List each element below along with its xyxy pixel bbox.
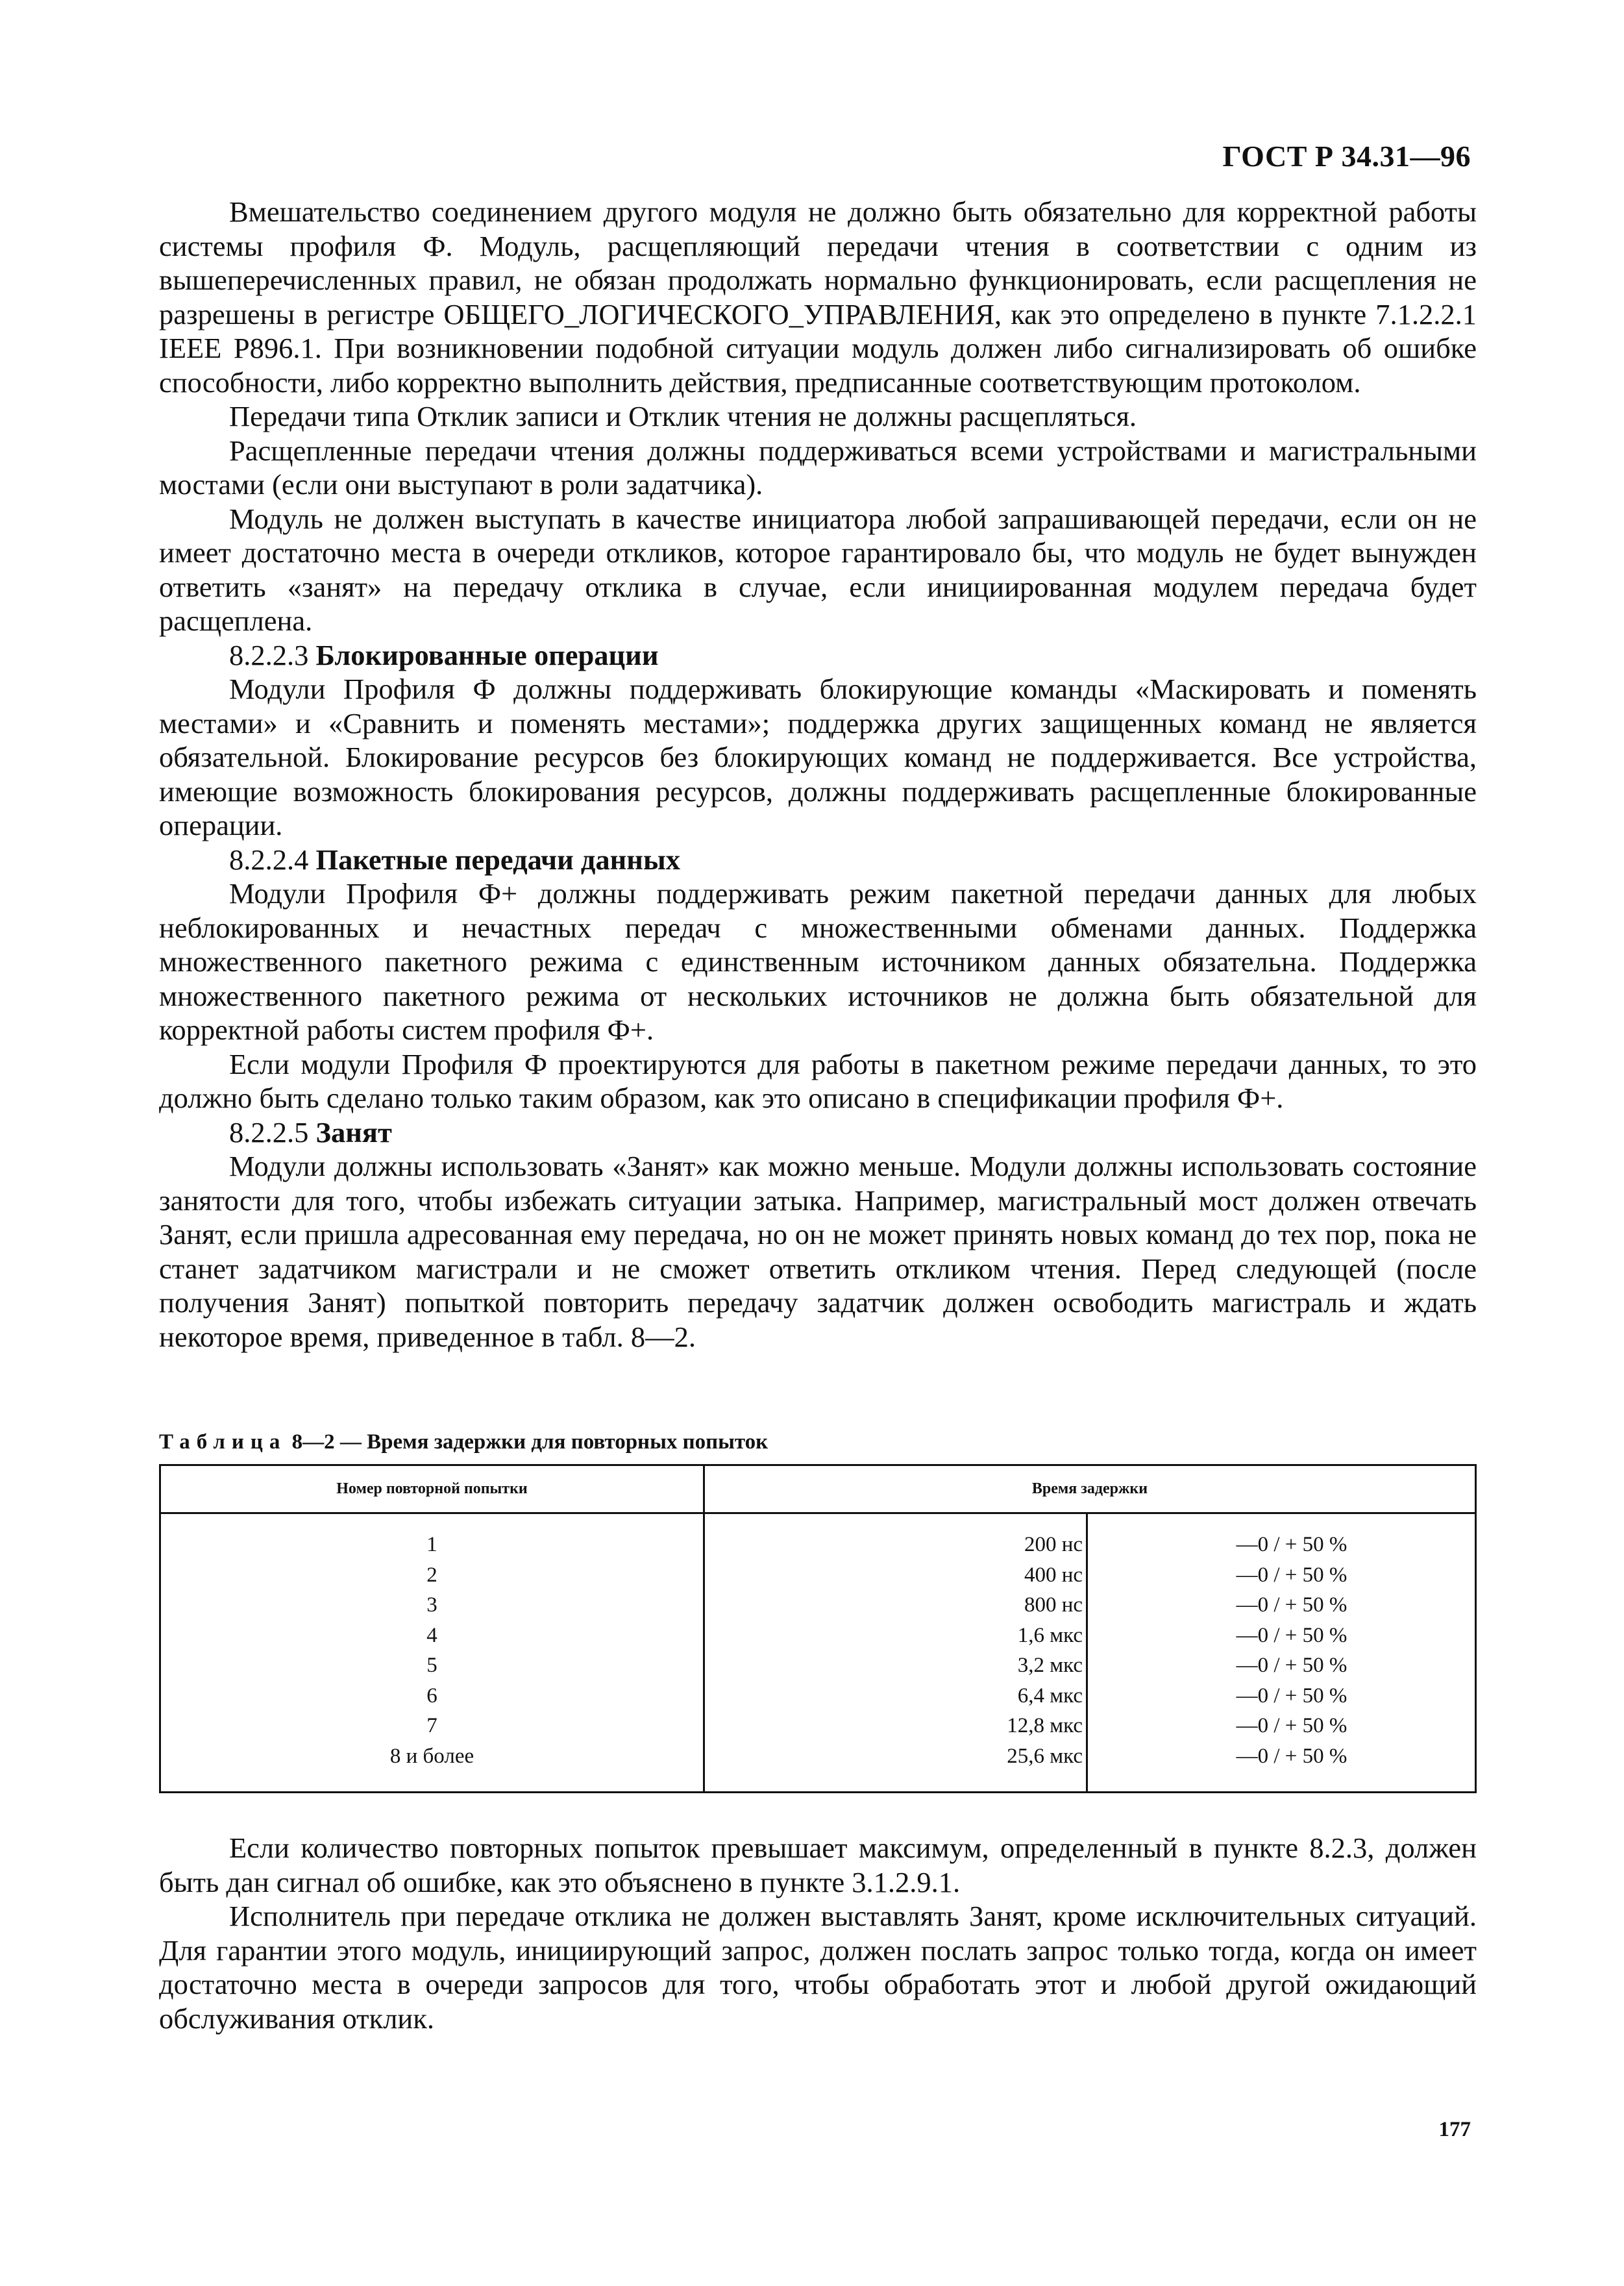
table-cell: 1 (426, 1533, 437, 1556)
table-cell: —0 / + 50 % (1236, 1533, 1347, 1556)
paragraph: Модуль не должен выступать в качестве инициатора любой запрашивающей передачи, если он не имеет достаточно места в очереди откликов, которое гарантировало бы, что модуль не будет вынужден ответить «занят» на передачу отклика в случае, если инициированная модулем передача будет расщеплена. (159, 502, 1477, 637)
table-divider (1086, 1514, 1088, 1791)
paragraph: Вмешательство соединением другого модуля не должно быть обязательно для корректной работы системы профиля Ф. Модуль, расщепляющий передачи чтения в соответствии с одним из вышеперечисленных правил, не обязан продолжать нормально функционировать, если расщепления не разрешены в регистре ОБЩЕГО_ЛОГИЧЕСКОГО_УПРАВЛЕНИЯ, как это определено в пункте 7.1.2.2.1 IEEE P896.1. При возникновении подобной ситуации модуль должен либо сигнализировать об ошибке способности, либо корректно выполнить действия, предписанные соответствующим протоколом. (159, 195, 1477, 399)
table-cell: 400 нс (1024, 1563, 1083, 1587)
table-cell: —0 / + 50 % (1236, 1623, 1347, 1647)
table-cell: —0 / + 50 % (1236, 1683, 1347, 1708)
section-title: Занят (315, 1115, 392, 1149)
table-cell: 8 и более (389, 1744, 474, 1768)
paragraph: Модули Профиля Ф должны поддерживать блокирующие команды «Маскировать и поменять местами» и «Сравнить и поменять местами»; поддержка других защищенных команд не является обязательной. Блокирование ресурсов без блокирующих команд не поддерживается. Все устройства, имеющие возможность блокирования ресурсов, должны поддерживать расщепленные блокированные операции. (159, 673, 1477, 841)
table-cell: 3 (426, 1593, 437, 1617)
table-cell: —0 / + 50 % (1236, 1563, 1347, 1587)
paragraph: Исполнитель при передаче отклика не должен выставлять Занят, кроме исключительных ситуаций. Для гарантии этого модуль, инициирующий запрос, должен послать запрос только тогда, когда он имеет достаточно места в очереди запросов для того, чтобы обработать этот и любой другой ожидающий обслуживания отклик. (159, 1900, 1477, 2035)
table-caption (159, 1430, 768, 1454)
page-number: 177 (1438, 2118, 1471, 2141)
retry-delay-table (159, 1464, 1477, 1793)
table-cell: 200 нс (1024, 1533, 1083, 1556)
main-text-block (159, 195, 1477, 1354)
table-cell: 3,2 мкс (1017, 1654, 1083, 1677)
table-cell: 4 (426, 1623, 437, 1647)
section-heading-8223 (159, 638, 1477, 673)
table-cell: 2 (426, 1563, 437, 1587)
section-title: Блокированные операции (315, 638, 659, 671)
paragraph: Если модули Профиля Ф проектируются для работы в пакетном режиме передачи данных, то это должно быть сделано только таким образом, как это описано в спецификации профиля Ф+. (159, 1047, 1477, 1114)
section-heading-8225 (159, 1115, 1477, 1150)
table-cell: 800 нс (1024, 1593, 1083, 1617)
paragraph: Модули должны использовать «Занят» как можно меньше. Модули должны использовать состояние занятости для того, чтобы избежать ситуации затыка. Например, магистральный мост должен отвечать Занят, если пришла адресованная ему передача, но он не может принять новых команд до тех пор, пока не станет задатчиком магистрали и не сможет ответить откликом чтения. Перед следующей (после получения Занят) попыткой повторить передачу задатчик должен освободить магистраль и ждать некоторое время, приведенное в табл. 8—2. (159, 1150, 1477, 1353)
paragraph: Модули Профиля Ф+ должны поддерживать режим пакетной передачи данных для любых неблокированных и нечастных передач с множественными обменами данных. Поддержка множественного пакетного режима с единственным источником данных обязательна. Поддержка множественного пакетного режима от нескольких источников не должна быть обязательной для корректной работы систем профиля Ф+. (159, 877, 1477, 1046)
section-heading-8224 (159, 843, 1477, 877)
table-caption-text: 8—2 — Время задержки для повторных попыток (291, 1430, 769, 1454)
column-retry-numbers (161, 1530, 703, 1771)
table-caption-label: Таблица (159, 1430, 287, 1454)
column-delay-values (849, 1530, 1083, 1771)
table-cell: —0 / + 50 % (1236, 1744, 1347, 1768)
table-divider (703, 1466, 705, 1791)
column-header-delay-time: Время задержки (1031, 1480, 1148, 1497)
table-cell: —0 / + 50 % (1236, 1714, 1347, 1737)
table-cell: 7 (426, 1714, 437, 1737)
section-title: Пакетные передачи данных (315, 843, 680, 876)
section-number: 8.2.2.3 (229, 638, 309, 671)
table-cell: 6,4 мкс (1017, 1683, 1083, 1708)
column-delay-tolerance (1135, 1530, 1449, 1771)
document-id-header: ГОСТ Р 34.31—96 (1222, 140, 1471, 173)
paragraph: Расщепленные передачи чтения должны поддерживаться всеми устройствами и магистральными мостами (если они выступают в роли задатчика). (159, 434, 1477, 501)
table-cell: —0 / + 50 % (1236, 1654, 1347, 1677)
closing-text-block (159, 1831, 1477, 2035)
table-cell: 12,8 мкс (1007, 1714, 1083, 1737)
paragraph: Если количество повторных попыток превышает максимум, определенный в пункте 8.2.3, должен быть дан сигнал об ошибке, как это объяснено в пункте 3.1.2.9.1. (159, 1832, 1477, 1898)
table-cell: 5 (426, 1654, 437, 1677)
table-cell: 6 (426, 1683, 437, 1708)
section-number: 8.2.2.4 (229, 843, 309, 876)
table-cell: 1,6 мкс (1017, 1623, 1083, 1647)
column-header-retry-number: Номер повторной попытки (336, 1480, 528, 1497)
paragraph: Передачи типа Отклик записи и Отклик чтения не должны расщепляться. (229, 400, 1137, 432)
table-cell: 25,6 мкс (1007, 1744, 1083, 1768)
table-cell: —0 / + 50 % (1236, 1593, 1347, 1617)
table-header-row (161, 1466, 1475, 1514)
section-number: 8.2.2.5 (229, 1115, 309, 1149)
